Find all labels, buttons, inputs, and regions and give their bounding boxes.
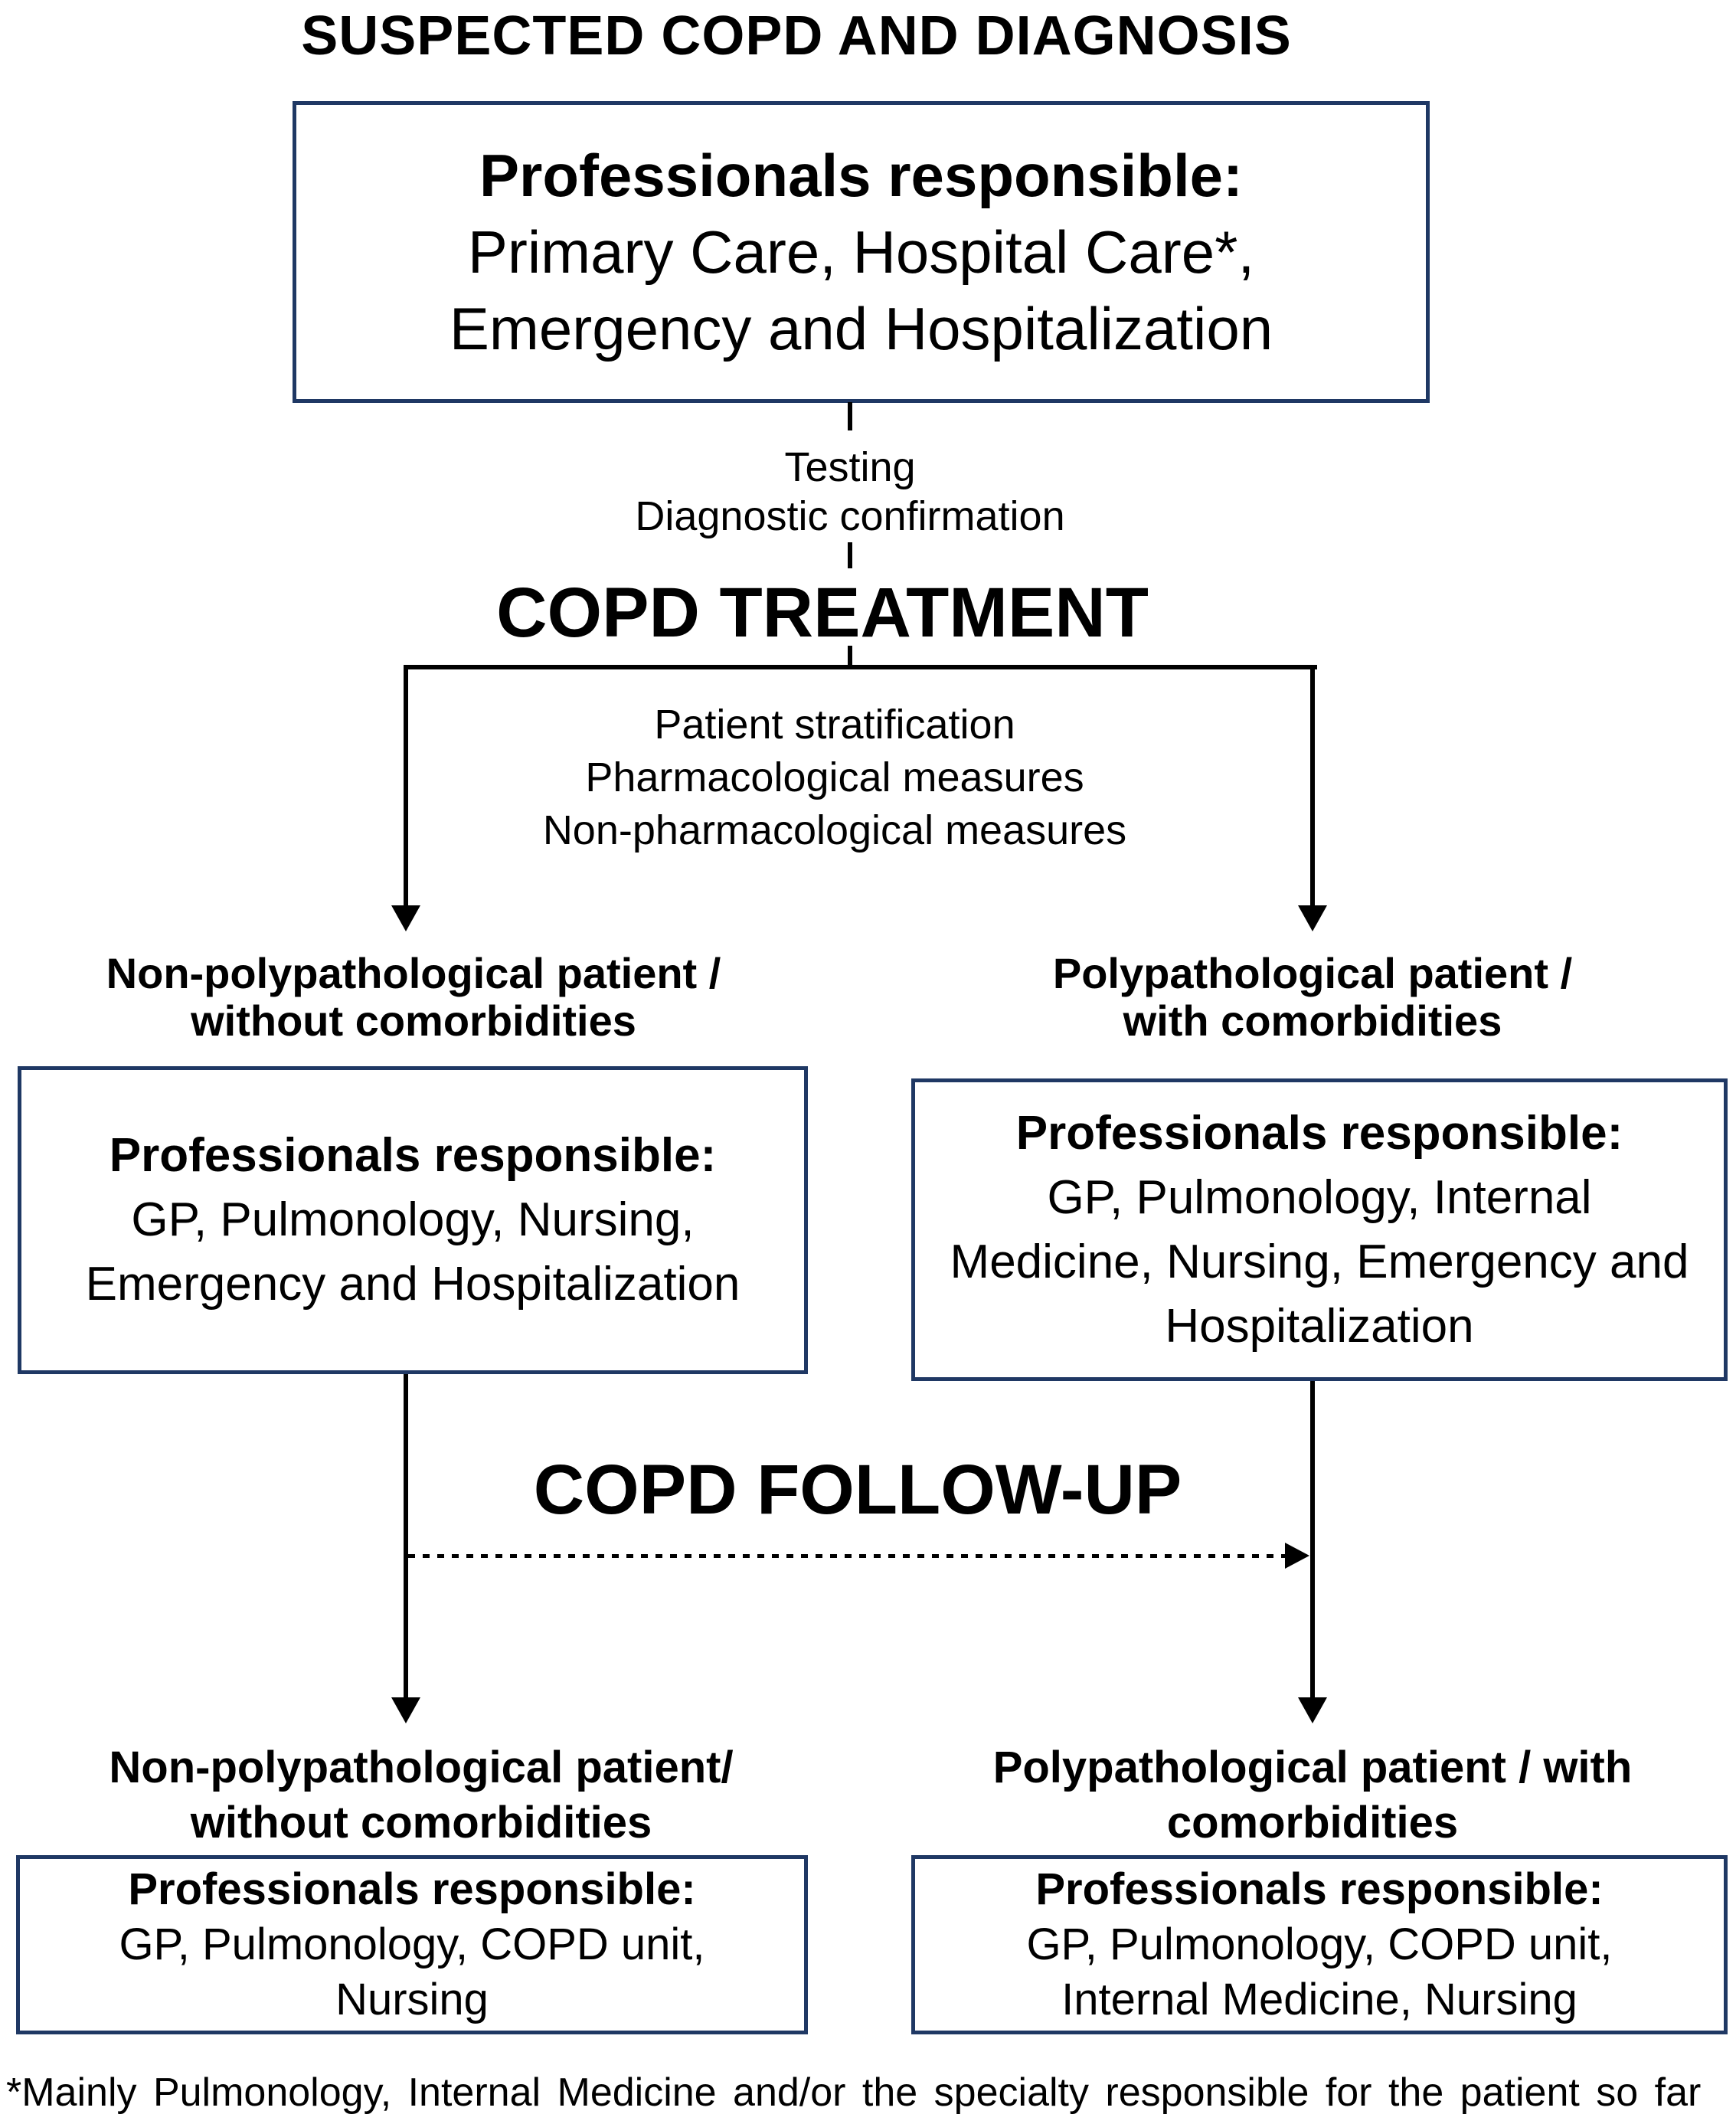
stage-title-copd-followup: COPD FOLLOW-UP (533, 1451, 1182, 1529)
followup-left-heading-line: without comorbidities (190, 1798, 652, 1847)
professionals-box-treatment-right (911, 1078, 1728, 1381)
followup-right-heading-line: comorbidities (1166, 1798, 1459, 1847)
arrow-down-icon (391, 905, 420, 931)
stratification-label-line: Pharmacological measures (585, 754, 1084, 800)
followup-vertical-line-right (1310, 1381, 1315, 1699)
testing-label-line: Diagnostic confirmation (635, 493, 1065, 539)
branch-horizontal-line (404, 665, 1317, 669)
stratification-label (528, 699, 1141, 857)
testing-label-line: Testing (784, 444, 916, 490)
professionals-box-followup-left-line: Nursing (335, 1975, 489, 2024)
professionals-box-followup-left-line: GP, Pulmonology, COPD unit, (119, 1919, 705, 1969)
stratification-label-line: Patient stratification (654, 702, 1015, 748)
professionals-box-diagnosis-heading: Professionals responsible: (479, 142, 1243, 209)
professionals-box-treatment-right-line: Medicine, Nursing, Emergency and (950, 1235, 1689, 1288)
professionals-box-followup-left (16, 1855, 808, 2034)
followup-right-heading (891, 1740, 1734, 1851)
professionals-box-followup-left-heading: Professionals responsible: (128, 1864, 696, 1914)
stage-title-copd-treatment: COPD TREATMENT (496, 574, 1149, 652)
arrow-down-icon (1298, 1697, 1327, 1723)
professionals-box-diagnosis (293, 101, 1430, 403)
followup-vertical-line-left (404, 1374, 408, 1699)
followup-left-heading-line: Non-polypathological patient/ (109, 1743, 734, 1792)
stratification-label-line: Non-pharmacological measures (542, 807, 1127, 853)
treatment-right-heading (930, 950, 1695, 1045)
dashed-connector-segment (848, 402, 852, 430)
followup-right-heading-line: Polypathological patient / with (992, 1743, 1633, 1792)
professionals-box-treatment-right-line: Hospitalization (1165, 1299, 1474, 1353)
professionals-box-treatment-right-line: GP, Pulmonology, Internal (1047, 1170, 1592, 1224)
treatment-left-heading-line: without comorbidities (191, 997, 636, 1045)
professionals-box-treatment-left-heading: Professionals responsible: (109, 1129, 717, 1182)
arrow-down-icon (1298, 905, 1327, 931)
branch-vertical-line-left (404, 665, 408, 905)
stage-title-suspected-copd: SUSPECTED COPD AND DIAGNOSIS (301, 5, 1292, 67)
arrow-down-icon (391, 1697, 420, 1723)
dotted-connector-line (408, 1554, 1289, 1558)
professionals-box-diagnosis-line: Primary Care, Hospital Care*, (467, 218, 1255, 286)
professionals-box-followup-right (911, 1855, 1728, 2034)
professionals-box-treatment-left (18, 1066, 808, 1374)
professionals-box-followup-right-line: Internal Medicine, Nursing (1061, 1975, 1577, 2024)
professionals-box-treatment-left-line: Emergency and Hospitalization (85, 1258, 740, 1311)
testing-label (544, 443, 1156, 541)
professionals-box-followup-right-line: GP, Pulmonology, COPD unit, (1026, 1919, 1613, 1969)
treatment-left-heading (31, 950, 796, 1045)
professionals-box-treatment-left-line: GP, Pulmonology, Nursing, (131, 1193, 695, 1246)
arrow-right-icon (1285, 1543, 1309, 1569)
professionals-box-followup-right-heading: Professionals responsible: (1035, 1864, 1604, 1914)
professionals-box-diagnosis-line: Emergency and Hospitalization (449, 295, 1273, 362)
treatment-left-heading-line: Non-polypathological patient / (106, 949, 721, 997)
followup-left-heading (38, 1740, 804, 1851)
footnote: *Mainly Pulmonology, Internal Medicine and/or the specialty responsible for the patient so far (6, 2070, 1702, 2115)
dashed-connector-segment (848, 542, 852, 568)
professionals-box-treatment-right-heading: Professionals responsible: (1015, 1106, 1623, 1160)
treatment-right-heading-line: Polypathological patient / (1052, 949, 1573, 997)
branch-vertical-line-right (1310, 665, 1315, 905)
treatment-right-heading-line: with comorbidities (1123, 997, 1502, 1045)
